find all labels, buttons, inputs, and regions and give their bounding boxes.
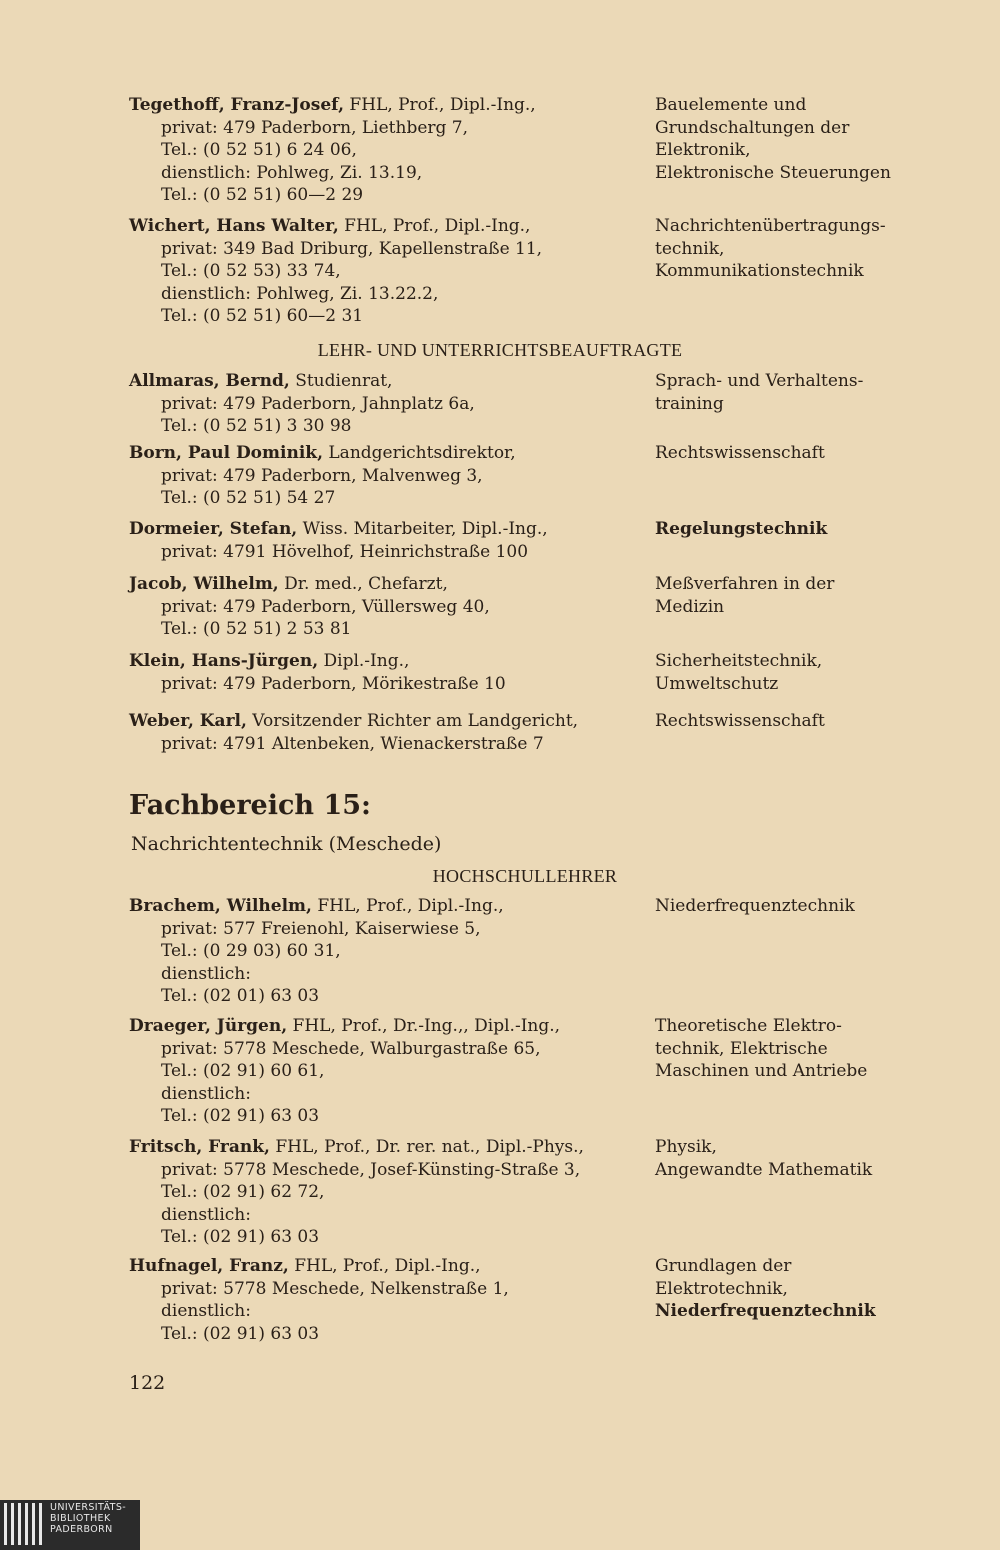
entry-details [129,1015,644,1128]
entry-line: Tel.: (0 52 51) 6 24 06, [161,140,357,160]
entry-line: privat: 479 Paderborn, Vüllersweg 40, [161,596,490,617]
entry-subject [655,215,975,283]
entry-line: Tel.: (0 52 51) 54 27 [161,488,336,508]
page-number: 122 [129,1372,166,1394]
library-line: BIBLIOTHEK [50,1513,111,1524]
entry-line: dienstlich: [161,1301,251,1321]
section-heading: LEHR- UND UNTERRICHTSBEAUFTRAGTE [317,340,683,360]
entry-line: Tel.: (0 52 51) 2 53 81 [161,619,352,639]
subject-line: Elektronik, [655,140,751,160]
entry-line: Tel.: (02 91) 60 61, [161,1061,325,1081]
entry-line: Tel.: (0 52 53) 33 74, [161,261,341,281]
subject-line: Niederfrequenztechnik [655,896,855,916]
entry-details [129,94,644,207]
subject-line: Maschinen und Antriebe [655,1061,868,1081]
entry-subject [655,895,975,918]
entry-line: privat: 577 Freienohl, Kaiserwiese 5, [161,918,481,939]
subject-line: Physik, [655,1137,717,1157]
subject-line: Kommunikationstechnik [655,261,864,281]
staff-name: Klein, Hans-Jürgen, [129,651,319,671]
entry-line: Tel.: (02 91) 63 03 [161,1323,320,1344]
staff-title: FHL, Prof., Dipl.-Ing., [344,95,536,115]
entry-line: privat: 5778 Meschede, Nelkenstraße 1, [161,1278,509,1299]
library-label [50,1502,126,1535]
footer-bar [0,1500,1000,1550]
staff-title: FHL, Prof., Dr.-Ing.,, Dipl.-Ing., [287,1016,561,1036]
staff-title: Studienrat, [289,371,393,391]
staff-name: Jacob, Wilhelm, [129,574,279,594]
entry-subject [655,573,975,618]
entry-line: dienstlich: [161,963,251,984]
entry-subject [655,442,975,465]
subject-line: Bauelemente und [655,95,807,115]
subject-line: Umweltschutz [655,673,779,694]
entry-line: Tel.: (02 91) 62 72, [161,1182,325,1202]
subject-line: Grundlagen der [655,1256,792,1276]
subject-line: Medizin [655,596,725,617]
staff-title: Dr. med., Chefarzt, [278,574,448,594]
subject-line: Rechtswissenschaft [655,711,825,731]
entry-line: Tel.: (0 52 51) 60—2 31 [161,306,364,326]
library-logo [0,1500,140,1550]
entry-line: privat: 4791 Altenbeken, Wienackerstraße 7 [161,733,544,754]
entry-line: Tel.: (02 91) 63 03 [161,1227,320,1247]
subject-line: technik, [655,238,725,259]
entry-line: dienstlich: Pohlweg, Zi. 13.19, [161,162,423,183]
staff-name: Weber, Karl, [129,711,247,731]
staff-name: Allmaras, Bernd, [129,371,290,391]
entry-subject [655,94,975,184]
entry-line: privat: 5778 Meschede, Walburgastraße 65, [161,1038,541,1059]
subject-line: Regelungstechnik [655,519,828,539]
subject-line: Elektronische Steuerungen [655,162,891,183]
staff-title: FHL, Prof., Dipl.-Ing., [338,216,531,236]
entry-details [129,573,644,641]
entry-line: privat: 479 Paderborn, Jahnplatz 6a, [161,393,475,414]
entry-details [129,442,644,510]
staff-name: Wichert, Hans Walter, [129,216,339,236]
section-heading: HOCHSCHULLEHRER [432,866,618,886]
staff-title: FHL, Prof., Dipl.-Ing., [288,1256,481,1276]
entry-details [129,650,644,695]
staff-title: Dipl.-Ing., [318,651,410,671]
subject-line: Theoretische Elektro- [655,1016,842,1036]
entry-details [129,710,644,755]
entry-subject [655,370,975,415]
entry-line: dienstlich: [161,1083,251,1104]
subject-line: Rechtswissenschaft [655,443,825,463]
staff-name: Dormeier, Stefan, [129,519,298,539]
staff-name: Brachem, Wilhelm, [129,896,312,916]
entry-details [129,1136,644,1249]
entry-subject [655,1136,975,1181]
staff-name: Fritsch, Frank, [129,1137,270,1157]
staff-title: Vorsitzender Richter am Landgericht, [246,711,579,731]
entry-details [129,215,644,328]
entry-subject [655,1015,975,1083]
entry-details [129,895,644,1008]
entry-line: privat: 479 Paderborn, Liethberg 7, [161,117,469,138]
subject-line: Nachrichtenübertragungs- [655,216,886,236]
entry-subject [655,518,975,541]
staff-name: Hufnagel, Franz, [129,1256,289,1276]
staff-name: Born, Paul Dominik, [129,443,323,463]
entry-line: Tel.: (0 52 51) 60—2 29 [161,185,364,205]
entry-details [129,1255,644,1345]
entry-line: Tel.: (02 91) 63 03 [161,1106,320,1126]
subject-line: Sprach- und Verhaltens- [655,371,864,391]
entry-line: privat: 479 Paderborn, Malvenweg 3, [161,465,483,486]
fachbereich-subtitle: Nachrichtentechnik (Meschede) [131,833,442,855]
entry-line: Tel.: (0 29 03) 60 31, [161,941,341,961]
subject-line: training [655,393,724,414]
staff-name: Draeger, Jürgen, [129,1016,288,1036]
subject-line: Meßverfahren in der [655,574,835,594]
entry-line: privat: 5778 Meschede, Josef-Künsting-Straße 3, [161,1159,581,1180]
entry-subject [655,710,975,733]
entry-line: dienstlich: [161,1204,251,1225]
entry-details [129,370,644,438]
staff-title: Wiss. Mitarbeiter, Dipl.-Ing., [297,519,548,539]
subject-line: Niederfrequenztechnik [655,1301,876,1321]
entry-line: privat: 479 Paderborn, Mörikestraße 10 [161,673,506,694]
library-line: UNIVERSITÄTS- [50,1502,127,1513]
entry-line: dienstlich: Pohlweg, Zi. 13.22.2, [161,283,439,304]
subject-line: Grundschaltungen der [655,117,850,138]
entry-details [129,518,644,563]
staff-name: Tegethoff, Franz-Josef, [129,95,344,115]
staff-title: FHL, Prof., Dipl.-Ing., [311,896,504,916]
subject-line: Sicherheitstechnik, [655,651,823,671]
subject-line: Elektrotechnik, [655,1278,788,1299]
entry-line: privat: 349 Bad Driburg, Kapellenstraße 11, [161,238,543,259]
staff-title: FHL, Prof., Dr. rer. nat., Dipl.-Phys., [269,1137,584,1157]
fachbereich-title: Fachbereich 15: [129,790,371,821]
library-line: PADERBORN [50,1524,113,1535]
subject-line: technik, Elektrische [655,1038,828,1059]
entry-subject [655,1255,975,1323]
entry-subject [655,650,975,695]
entry-line: Tel.: (02 01) 63 03 [161,986,320,1006]
entry-line: Tel.: (0 52 51) 3 30 98 [161,416,352,436]
subject-line: Angewandte Mathematik [655,1159,873,1180]
library-barcode-icon [3,1503,43,1545]
entry-line: privat: 4791 Hövelhof, Heinrichstraße 100 [161,541,529,562]
staff-title: Landgerichtsdirektor, [322,443,516,463]
